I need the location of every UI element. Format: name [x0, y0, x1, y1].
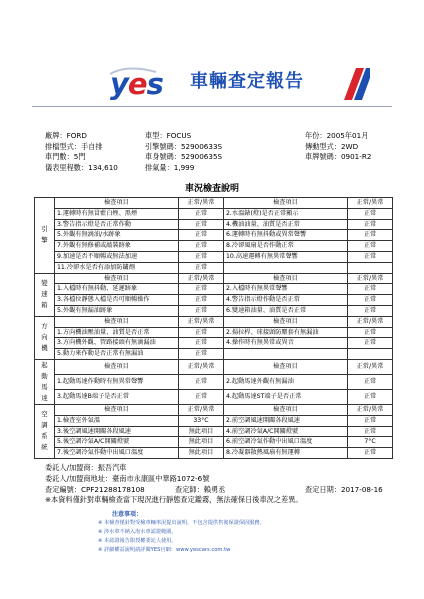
check-status: 正常: [348, 251, 393, 262]
check-item: 4.操作時有無異常或異音: [224, 338, 348, 349]
check-item: 5.後空調冷氣A/C開關燈號: [55, 437, 179, 448]
table-row: [35, 415, 393, 426]
check-item: 5.動力來作動是否正常有無漏油: [55, 349, 179, 360]
column-header-status: 正常/異常: [179, 316, 224, 327]
check-status: 正常: [179, 295, 224, 306]
column-header-status: 正常/異常: [179, 404, 224, 415]
check-status: 正常: [348, 389, 393, 404]
note-line: ※ 詳細權益說明請詳閱YES官網：www.yescars.com.tw: [98, 547, 231, 554]
inspection-date: 查定日期：2017-08-16: [305, 484, 383, 494]
check-item: 7.後空調冷氣作動中出風口溫度: [55, 448, 179, 459]
info-doors: 車門數：5門: [45, 152, 86, 161]
table-row: [35, 251, 393, 262]
table-row: [35, 338, 393, 349]
check-item: 7.外觀有無修補或敲裝跡象: [55, 241, 179, 252]
column-header-status: 正常/異常: [179, 359, 224, 374]
check-status: 正常: [348, 305, 393, 316]
check-status: [348, 349, 393, 360]
section-title: 車況檢查說明: [184, 184, 239, 194]
check-status: 7°C: [348, 437, 393, 448]
check-item: 2.水溫錶(燈)是否正常顯示: [224, 208, 348, 219]
note-line: ※ 涉水車不納入泡水車認證範圍。: [98, 529, 177, 536]
vehicle-info: [45, 131, 390, 173]
inspector-name: 查定師：賴勇丞: [175, 484, 226, 494]
check-item: 1.運轉時有無冒藍白煙、黑煙: [55, 208, 179, 219]
table-row: [35, 241, 393, 252]
table-row: [35, 219, 393, 230]
column-header-status: 正常/異常: [348, 273, 393, 284]
category-label: 變速箱: [41, 279, 48, 310]
check-status: 正常: [179, 208, 224, 219]
check-item: 3.後空調風速開關各段風速: [55, 426, 179, 437]
check-status: 正常: [179, 338, 224, 349]
column-header-item: 檢查項目: [55, 198, 179, 209]
info-brand: 廠牌：FORD: [45, 131, 87, 140]
check-item: 1.檢查室外氣溫: [55, 415, 179, 426]
check-item: 1.方向機油壓油量、油質是否正常: [55, 327, 179, 338]
check-item: 5.外觀有無滴油/水跡象: [55, 230, 179, 241]
stripe-flag-icon: [336, 66, 370, 100]
table-row: [35, 448, 393, 459]
table-row: [35, 437, 393, 448]
check-item: 1.起動馬達作動時有無異常聲響: [55, 374, 179, 389]
check-item: 11.冷卻水是否有添加防鏽劑: [55, 262, 179, 273]
check-item: 4.前空調冷氣A/C開關燈號: [224, 426, 348, 437]
check-status: 正常: [348, 241, 393, 252]
note-line: ※ 本檢查僅針對受檢車輛車況提出說明，不包含提供售後保證保固服務。: [98, 520, 265, 527]
table-row: [35, 230, 393, 241]
check-item: 2.揚拉桿、球接頭防塵套有無漏油: [224, 327, 348, 338]
info-body-no: 車身號碼：52900635S: [145, 152, 223, 161]
check-status: 正常: [179, 241, 224, 252]
check-item: 2.起動馬達外觀有無漏油: [224, 374, 348, 389]
category-label: 引擎: [41, 225, 48, 245]
category-starter: [35, 359, 55, 404]
check-item: 6.前空調冷氣作動中出風口溫度: [224, 437, 348, 448]
info-plate: 車牌號碼：0901-R2: [305, 152, 372, 161]
check-item: 1.入檔時有無抖動、延遲跡象: [55, 284, 179, 295]
check-status: 正常: [348, 230, 393, 241]
column-header-status: 正常/異常: [348, 198, 393, 209]
check-status: 正常: [179, 327, 224, 338]
check-status: 33°C: [179, 415, 224, 426]
report-title: 車輛查定報告: [190, 71, 304, 92]
notes-section: [98, 510, 265, 555]
table-row: [35, 426, 393, 437]
check-status: 正常: [348, 295, 393, 306]
check-status: [348, 262, 393, 273]
check-status: 正常: [179, 389, 224, 404]
report-footer: [45, 463, 395, 506]
info-drive: 傳動型式：2WD: [305, 141, 359, 151]
table-row: [35, 389, 393, 404]
column-header-item: 檢查項目: [55, 316, 179, 327]
check-status: 正常: [179, 230, 224, 241]
category-label: 空調系統: [41, 410, 48, 452]
check-item: 3.方向機外觀、管路接頭有無滴漏油: [55, 338, 179, 349]
table-row: [35, 208, 393, 219]
check-item: 2.前空調風速開關各段風速: [224, 415, 348, 426]
column-header-status: 正常/異常: [348, 316, 393, 327]
check-item: [224, 349, 348, 360]
info-displacement: 排氣量：1,999: [145, 162, 195, 172]
table-row: [35, 284, 393, 295]
group-header-row: [35, 359, 393, 374]
check-status: 正常: [348, 415, 393, 426]
column-header-item: 檢查項目: [224, 198, 348, 209]
check-status: 正常: [179, 251, 224, 262]
check-item: 4.機油油量、油質是否正常: [224, 219, 348, 230]
check-item: 10.高速運轉有無異常聲響: [224, 251, 348, 262]
info-row: [45, 142, 390, 153]
check-item: [224, 262, 348, 273]
info-mileage: 儀表里程數：134,610: [45, 162, 118, 172]
check-status: 正常: [348, 426, 393, 437]
column-header-item: 檢查項目: [55, 273, 179, 284]
check-item: 8.冷凝器散熱風扇有無運轉: [224, 448, 348, 459]
check-status: 正常: [179, 305, 224, 316]
info-row: [45, 152, 390, 163]
inspection-table-body: [35, 198, 393, 459]
info-year: 年份：2005年01月: [305, 131, 369, 140]
check-status: 正常: [179, 262, 224, 273]
inspection-table: [34, 197, 393, 459]
column-header-status: 正常/異常: [348, 359, 393, 374]
check-status: 正常: [348, 208, 393, 219]
info-engine-no: 引擎號碼：52900633S: [145, 141, 223, 151]
table-row: [35, 305, 393, 316]
report-header: [0, 38, 424, 110]
check-status: 無此項目: [179, 426, 224, 437]
category-label: 起動馬達: [41, 360, 48, 402]
column-header-item: 檢查項目: [224, 316, 348, 327]
column-header-status: 正常/異常: [348, 404, 393, 415]
table-row: [35, 349, 393, 360]
note-line: ※ 本認證報告限授權委託人使用。: [98, 538, 177, 545]
column-header-item: 檢查項目: [55, 404, 179, 415]
column-header-item: 檢查項目: [55, 359, 179, 374]
column-header-status: 正常/異常: [179, 273, 224, 284]
check-item: 3.警告指示燈是否正常作動: [55, 219, 179, 230]
column-header-item: 檢查項目: [224, 359, 348, 374]
column-header-status: 正常/異常: [179, 198, 224, 209]
info-gearbox: 排檔型式：手自排: [45, 141, 103, 151]
check-item: 6.運轉時有無抖動或異常聲響: [224, 230, 348, 241]
table-row: [35, 374, 393, 389]
category-engine: [35, 198, 55, 274]
check-status: 正常: [179, 219, 224, 230]
check-item: 3.各檔位靜態入檔是否可順暢操作: [55, 295, 179, 306]
column-header-item: 檢查項目: [224, 273, 348, 284]
check-item: 5.外觀有無漏油跡象: [55, 305, 179, 316]
disclaimer: ※本資料僅針對車輛檢查當下現況進行靜態查定鑑霧，無法確保日後車況之差異。: [45, 495, 303, 505]
check-item: 6.變速箱油量、油質是否正常: [224, 305, 348, 316]
info-model: 車型：FOCUS: [145, 131, 192, 140]
inspection-meta: [45, 485, 395, 496]
category-steering: [35, 316, 55, 359]
check-status: 正常: [179, 374, 224, 389]
group-header-row: [35, 198, 393, 209]
group-header-row: [35, 316, 393, 327]
info-empty: [305, 163, 390, 174]
check-status: 正常: [179, 349, 224, 360]
check-status: 無此項目: [179, 448, 224, 459]
info-row: [45, 131, 390, 142]
inspection-code: 查定編號：CPF21288178108: [45, 484, 145, 494]
check-item: 9.加速是否不順暢或無法加速: [55, 251, 179, 262]
check-item: 2.入檔時有無異常聲響: [224, 284, 348, 295]
group-header-row: [35, 273, 393, 284]
check-status: 正常: [348, 338, 393, 349]
check-status: 無此項目: [179, 437, 224, 448]
table-row: [35, 327, 393, 338]
check-status: 正常: [348, 374, 393, 389]
category-aircon: [35, 404, 55, 458]
client-name: 委託人/加盟商：振吾汽車: [45, 463, 127, 472]
check-item: 8.冷卻風扇是否作動正常: [224, 241, 348, 252]
table-row: [35, 262, 393, 273]
table-row: [35, 295, 393, 306]
group-header-row: [35, 404, 393, 415]
yes-logo: yes: [110, 67, 163, 101]
check-status: 正常: [179, 284, 224, 295]
check-item: 4.警告指示燈作動是否正常: [224, 295, 348, 306]
check-status: 正常: [348, 448, 393, 459]
check-item: 4.起動馬達ST端子是否正常: [224, 389, 348, 404]
header-divider: [32, 106, 392, 107]
check-status: 正常: [348, 284, 393, 295]
column-header-item: 檢查項目: [224, 404, 348, 415]
info-row: [45, 163, 390, 174]
check-status: 正常: [348, 219, 393, 230]
check-item: 3.起動馬達B端子是否正常: [55, 389, 179, 404]
client-address: 委託人/加盟商地址：臺南市永康區中華路1072-6號: [45, 473, 210, 483]
category-label: 方向機: [41, 322, 48, 353]
check-status: 正常: [348, 327, 393, 338]
notes-title: 注意事項：: [112, 511, 143, 518]
category-transmission: [35, 273, 55, 316]
